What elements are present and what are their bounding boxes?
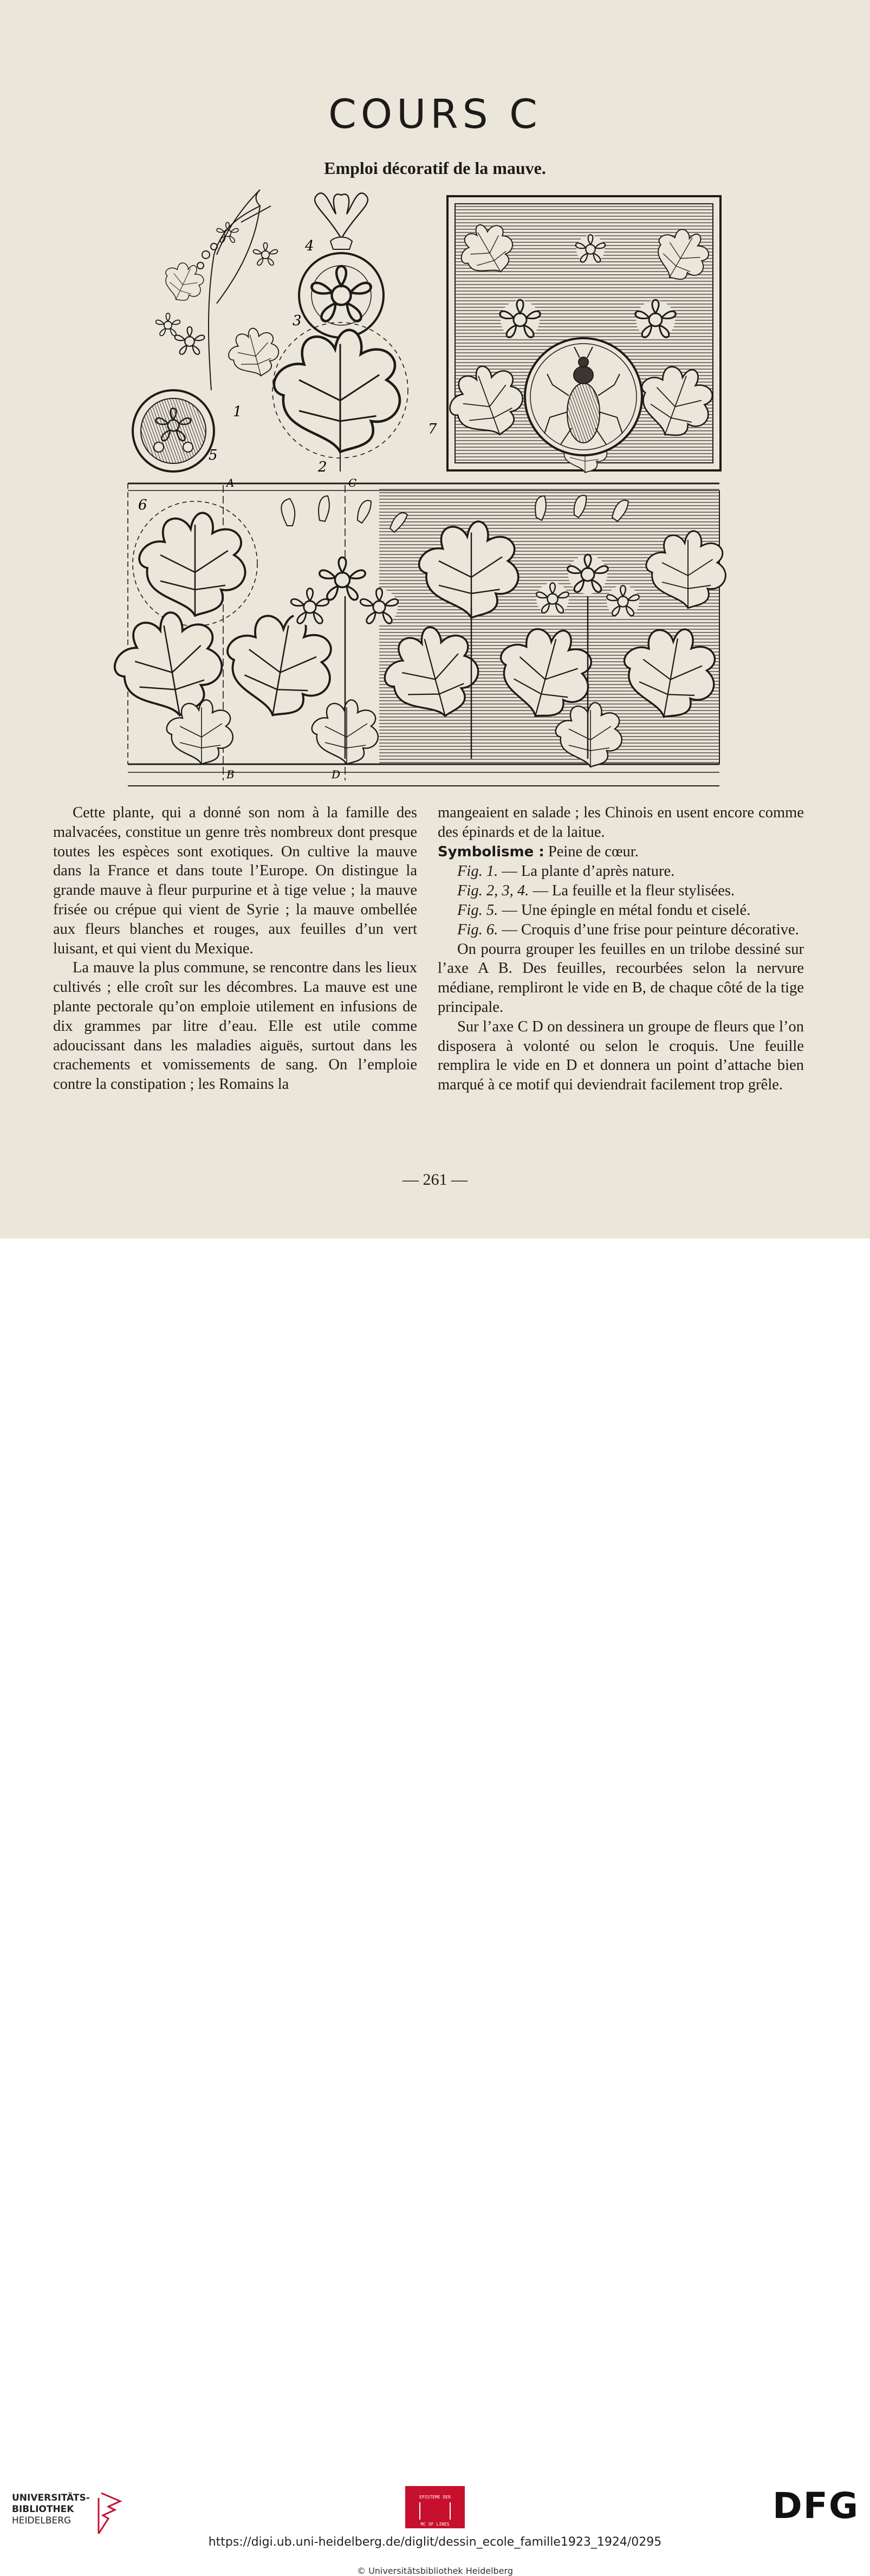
figure-label-6: 6 — [138, 497, 147, 513]
library-name — [12, 2493, 90, 2527]
library-name-line: BIBLIOTHEK — [12, 2504, 74, 2515]
figure-caption-text: — La plante d’après nature. — [502, 863, 675, 880]
axis-label-b: B — [226, 768, 235, 781]
symbolisme-text: Peine de cœur. — [548, 843, 639, 860]
paragraph: Cette plante, qui a donné son nom à la famille des malvacées, constitue un genre très nombreux dont presque toutes les espèces sont exotiques. On cultive la mauve dans la France et dans toute l’Europe. On distingue la grande mauve à fleur purpurine et à tige velue ; la mauve frisée ou crépue qui vient de Syrie ; la mauve ombellée aux fleurs blanches et rouges, aux feuilles d’un vert luisant, et qui vient du Mexique. — [53, 804, 417, 957]
figure-label-1: 1 — [233, 404, 242, 420]
center-logo-line: EPISTEME DER — [419, 2495, 451, 2500]
pin-illustration — [133, 390, 214, 472]
symbolisme-line — [438, 842, 804, 862]
permalink-url[interactable]: https://digi.ub.uni-heidelberg.de/diglit/dessin_ecole_famille1923_1924/0295 — [208, 2535, 662, 2549]
figure-caption-label: Fig. 1. — [457, 863, 498, 880]
center-logo-line: MC OF LINES — [420, 2522, 450, 2527]
page-subtitle: Emploi décoratif de la mauve. — [324, 158, 546, 178]
figure-label-5: 5 — [209, 447, 218, 463]
center-logo-text — [412, 2495, 458, 2527]
figure-label-7: 7 — [428, 421, 437, 437]
figure-caption-text: — Croquis d’une frise pour peinture décorative. — [502, 921, 799, 938]
figure-label-3: 3 — [293, 313, 302, 329]
mallow-plant-illustration — [155, 190, 284, 390]
center-logo-frame — [419, 2502, 451, 2520]
paragraph: mangeaient en salade ; les Chinois en usent encore comme des épinards et de la laitue. — [438, 804, 804, 841]
copyright-notice: © Universitätsbibliothek Heidelberg — [356, 2566, 513, 2576]
plate-illustration — [0, 0, 870, 797]
figure-caption-text: — La feuille et la fleur stylisées. — [533, 882, 735, 900]
paragraph: La mauve la plus commune, se rencontre dans les lieux cultivés ; elle croît sur les décombres. La mauve est une plante pectorale qu’on emploie utilement en infusions de dix grammes par litre d’eau. Elle est utile comme adoucissant dans les maladies aiguës, surtout dans les crachements et vomissements de sang. On l’emploie contre la constipation ; les Romains la — [53, 959, 417, 1093]
figure-caption-label: Fig. 6. — [457, 921, 498, 938]
figure-label-4: 4 — [305, 238, 314, 254]
library-name-line: UNIVERSITÄTS- — [12, 2493, 90, 2503]
figure-caption-label: Fig. 2, 3, 4. — [457, 882, 529, 900]
axis-label-c: C — [348, 476, 357, 489]
figure-caption-label: Fig. 5. — [457, 901, 498, 919]
viewer-footer — [0, 1238, 870, 2576]
left-text-column — [53, 803, 417, 1094]
page-number: — 261 — — [402, 1171, 468, 1189]
page-title: COURS C — [328, 91, 542, 138]
figure-caption — [438, 862, 804, 881]
figure-caption — [438, 920, 804, 940]
library-name-line: HEIDELBERG — [12, 2515, 72, 2526]
scanned-page — [0, 0, 870, 1238]
axis-label-a: A — [226, 476, 235, 489]
figure-label-2: 2 — [318, 459, 327, 475]
stylized-leaf-illustration — [272, 322, 408, 472]
paragraph: On pourra grouper les feuilles en un trilobe dessiné sur l’axe A B. Des feuilles, recourbées selon la nervure médiane, rempliront le vide en B, de chaque côté de la tige principale. — [438, 940, 804, 1016]
dfg-logo-icon[interactable]: DFG — [772, 2485, 860, 2527]
right-text-column — [438, 803, 804, 1095]
frieze-illustration — [107, 483, 725, 786]
figure-caption — [438, 901, 804, 920]
paragraph: Sur l’axe C D on dessinera un groupe de fleurs que l’on disposera à volonté ou selon le croquis. Une feuille remplira le vide en D et donnera un point d’attache bien marqué à ce motif qui deviendrait facilement trop grêle. — [438, 1018, 804, 1094]
figure-caption — [438, 881, 804, 901]
figure-caption-text: — Une épingle en métal fondu et ciselé. — [502, 901, 751, 919]
mallow-flower-illustration — [299, 193, 384, 338]
symbolisme-label: Symbolisme : — [438, 843, 544, 860]
axis-label-d: D — [332, 768, 341, 781]
beetle-panel-illustration — [440, 196, 722, 473]
